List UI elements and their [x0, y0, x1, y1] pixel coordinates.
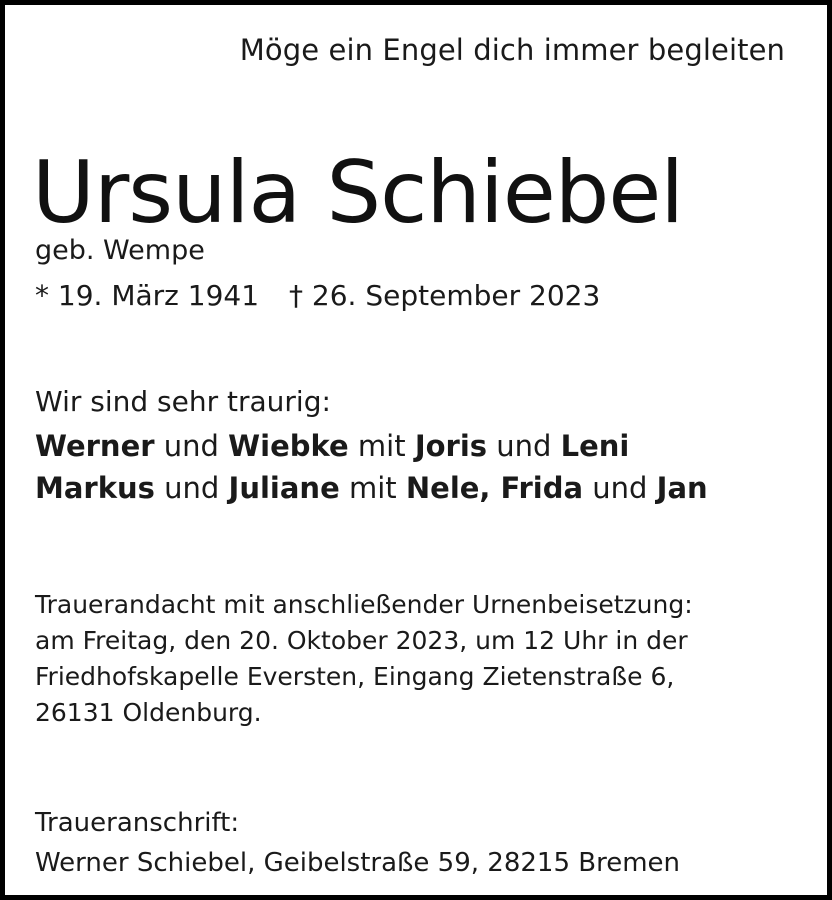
connector-text: und	[154, 471, 229, 505]
service-details	[35, 587, 693, 731]
connector-text: und	[154, 429, 229, 463]
connector-text: und	[583, 471, 657, 505]
service-line: am Freitag, den 20. Oktober 2023, um 12 Uhr in der	[35, 626, 688, 655]
service-line: Friedhofskapelle Eversten, Eingang Zietenstraße 6,	[35, 662, 675, 691]
service-line: Trauerandacht mit anschließender Urnenbeisetzung:	[35, 590, 693, 619]
maiden-name: geb. Wempe	[35, 235, 205, 266]
mourner-name: Juliane	[228, 471, 340, 505]
mourners-intro: Wir sind sehr traurig:	[35, 385, 331, 418]
mourner-name: Joris	[414, 429, 488, 463]
death-date: † 26. September 2023	[289, 279, 601, 312]
address-label: Traueranschrift:	[35, 808, 240, 838]
mourner-name: Markus	[35, 471, 155, 505]
life-dates	[35, 279, 600, 312]
service-line: 26131 Oldenburg.	[35, 698, 262, 727]
mourner-name: Leni	[560, 429, 630, 463]
mourner-name: Wiebke	[228, 429, 349, 463]
connector-text: und	[487, 429, 561, 463]
mourners-line-2	[35, 471, 708, 505]
motto-line: Möge ein Engel dich immer begleiten	[239, 33, 785, 67]
address-value: Werner Schiebel, Geibelstraße 59, 28215 Bremen	[35, 848, 681, 878]
birth-date: * 19. März 1941	[35, 279, 260, 312]
connector-text: mit	[348, 429, 415, 463]
connector-text: mit	[339, 471, 406, 505]
deceased-name: Ursula Schiebel	[32, 143, 684, 243]
mourner-name: Nele, Frida	[405, 471, 584, 505]
mourners-line-1	[35, 429, 629, 463]
mourning-address	[35, 803, 680, 883]
mourner-name: Jan	[656, 471, 708, 505]
mourner-name: Werner	[35, 429, 155, 463]
